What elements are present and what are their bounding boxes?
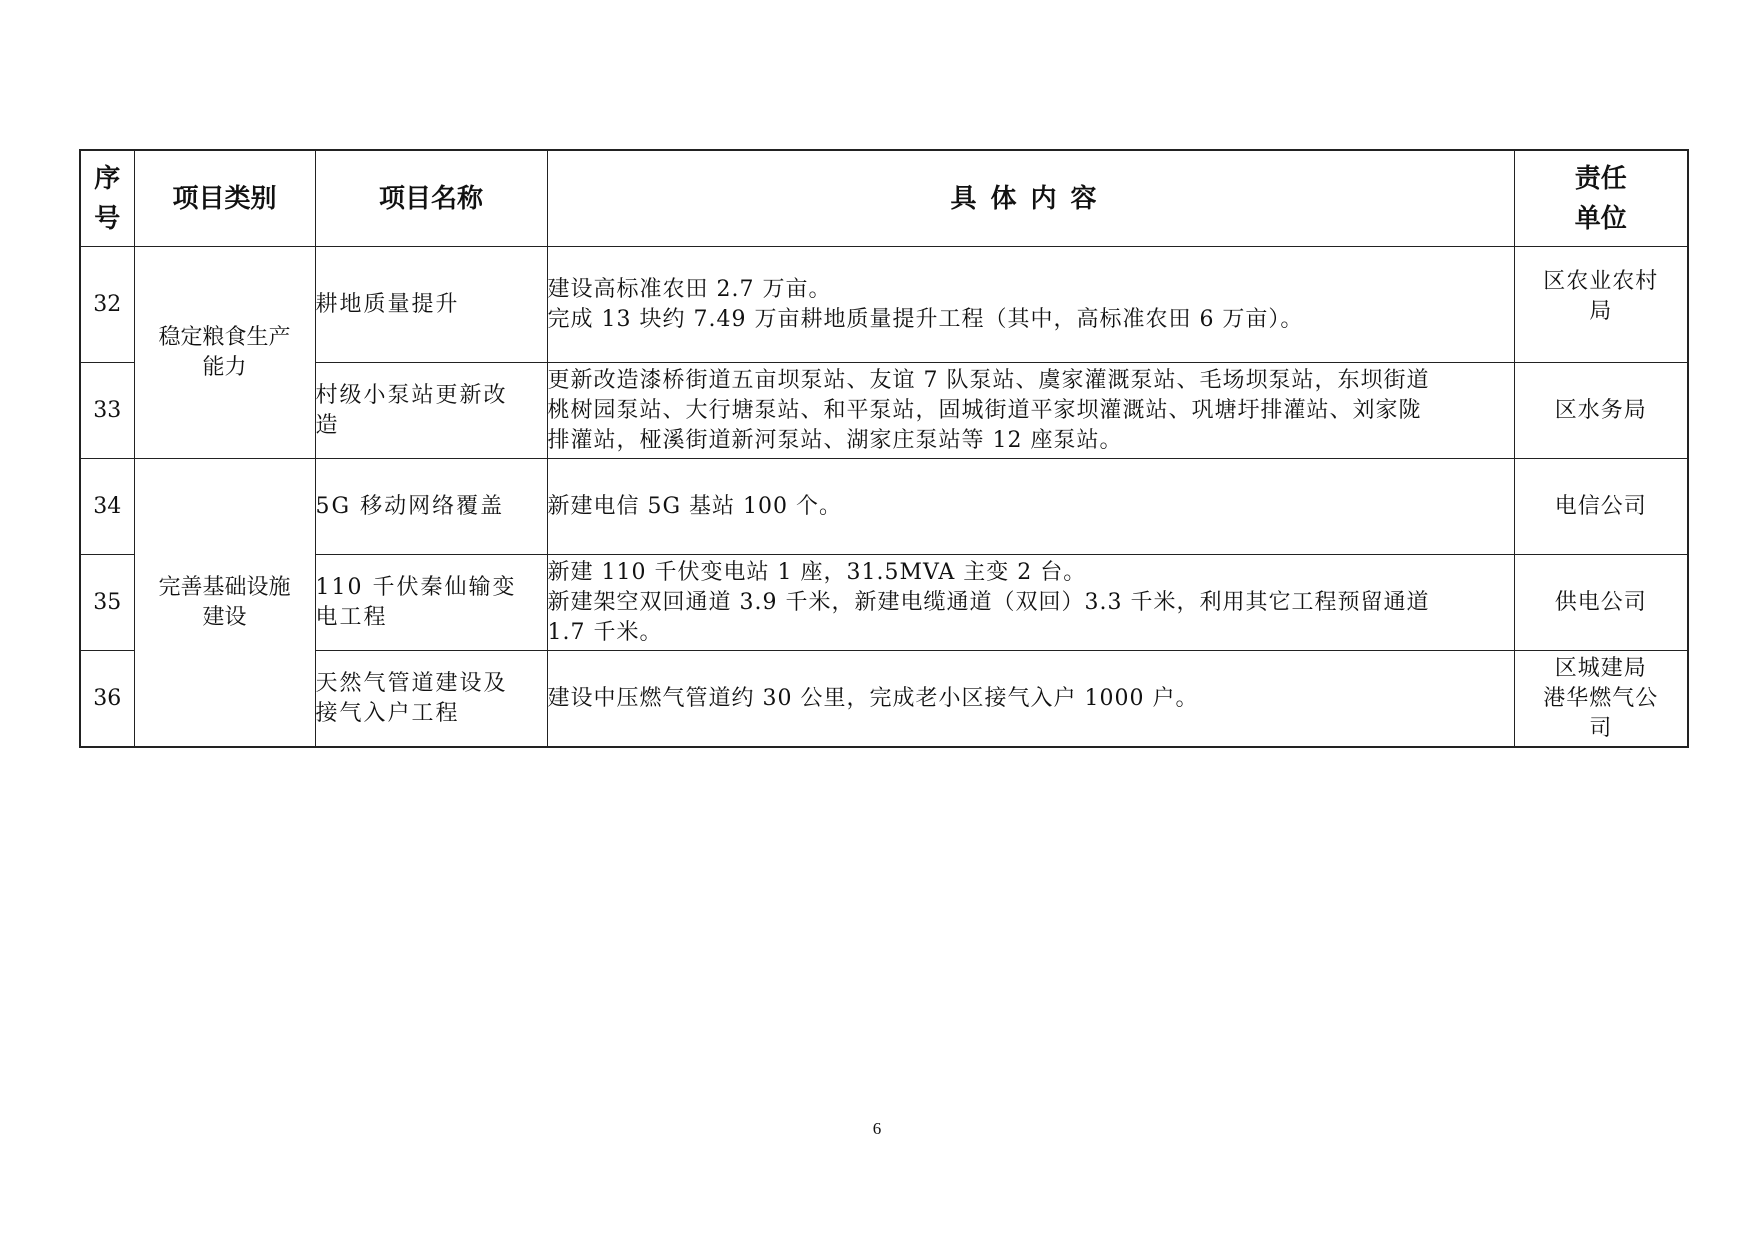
header-category: 项目类别: [134, 150, 315, 247]
table-row: [80, 651, 1688, 748]
page-number: 6: [872, 1119, 882, 1138]
header-num: 序 号: [80, 150, 134, 247]
project-content: 建设中压燃气管道约 30 公里，完成老小区接气入户 1000 户。: [547, 651, 1514, 748]
header-unit: 责任 单位: [1514, 150, 1688, 247]
responsible-unit: 供电公司: [1514, 555, 1688, 651]
project-content: 更新改造漆桥街道五亩坝泵站、友谊 7 队泵站、虞家灌溉泵站、毛场坝泵站，东坝街道 桃树园泵站、大行塘泵站、和平泵站，固城街道平家坝灌溉站、巩塘圩排灌站、刘家陇 排灌站，桠溪街道新河泵站、湖家庄泵站等 12 座泵站。: [547, 363, 1514, 459]
row-number: 32: [80, 247, 134, 363]
row-number: 33: [80, 363, 134, 459]
responsible-unit: 区水务局: [1514, 363, 1688, 459]
table-row: [80, 459, 1688, 555]
project-table: [79, 149, 1689, 748]
project-name: 5G 移动网络覆盖: [315, 459, 547, 555]
table-row: [80, 247, 1688, 363]
table-row: [80, 363, 1688, 459]
responsible-unit: 区城建局 港华燃气公 司: [1514, 651, 1688, 748]
project-category: 稳定粮食生产 能力: [134, 247, 315, 459]
project-name: 村级小泵站更新改 造: [315, 363, 547, 459]
project-content: 新建 110 千伏变电站 1 座，31.5MVA 主变 2 台。 新建架空双回通道 3.9 千米，新建电缆通道（双回）3.3 千米，利用其它工程预留通道 1.7 千米。: [547, 555, 1514, 651]
row-number: 36: [80, 651, 134, 748]
table-header-row: [80, 150, 1688, 247]
row-number: 35: [80, 555, 134, 651]
project-name: 天然气管道建设及 接气入户工程: [315, 651, 547, 748]
project-name: 110 千伏秦仙输变 电工程: [315, 555, 547, 651]
table-row: [80, 555, 1688, 651]
header-name: 项目名称: [315, 150, 547, 247]
project-category: 完善基础设施 建设: [134, 459, 315, 748]
project-name: 耕地质量提升: [315, 247, 547, 363]
header-content: 具体内容: [547, 150, 1514, 247]
responsible-unit: 电信公司: [1514, 459, 1688, 555]
responsible-unit: 区农业农村 局: [1514, 247, 1688, 363]
row-number: 34: [80, 459, 134, 555]
project-content: 新建电信 5G 基站 100 个。: [547, 459, 1514, 555]
project-content: 建设高标准农田 2.7 万亩。 完成 13 块约 7.49 万亩耕地质量提升工程（其中，高标准农田 6 万亩）。: [547, 247, 1514, 363]
